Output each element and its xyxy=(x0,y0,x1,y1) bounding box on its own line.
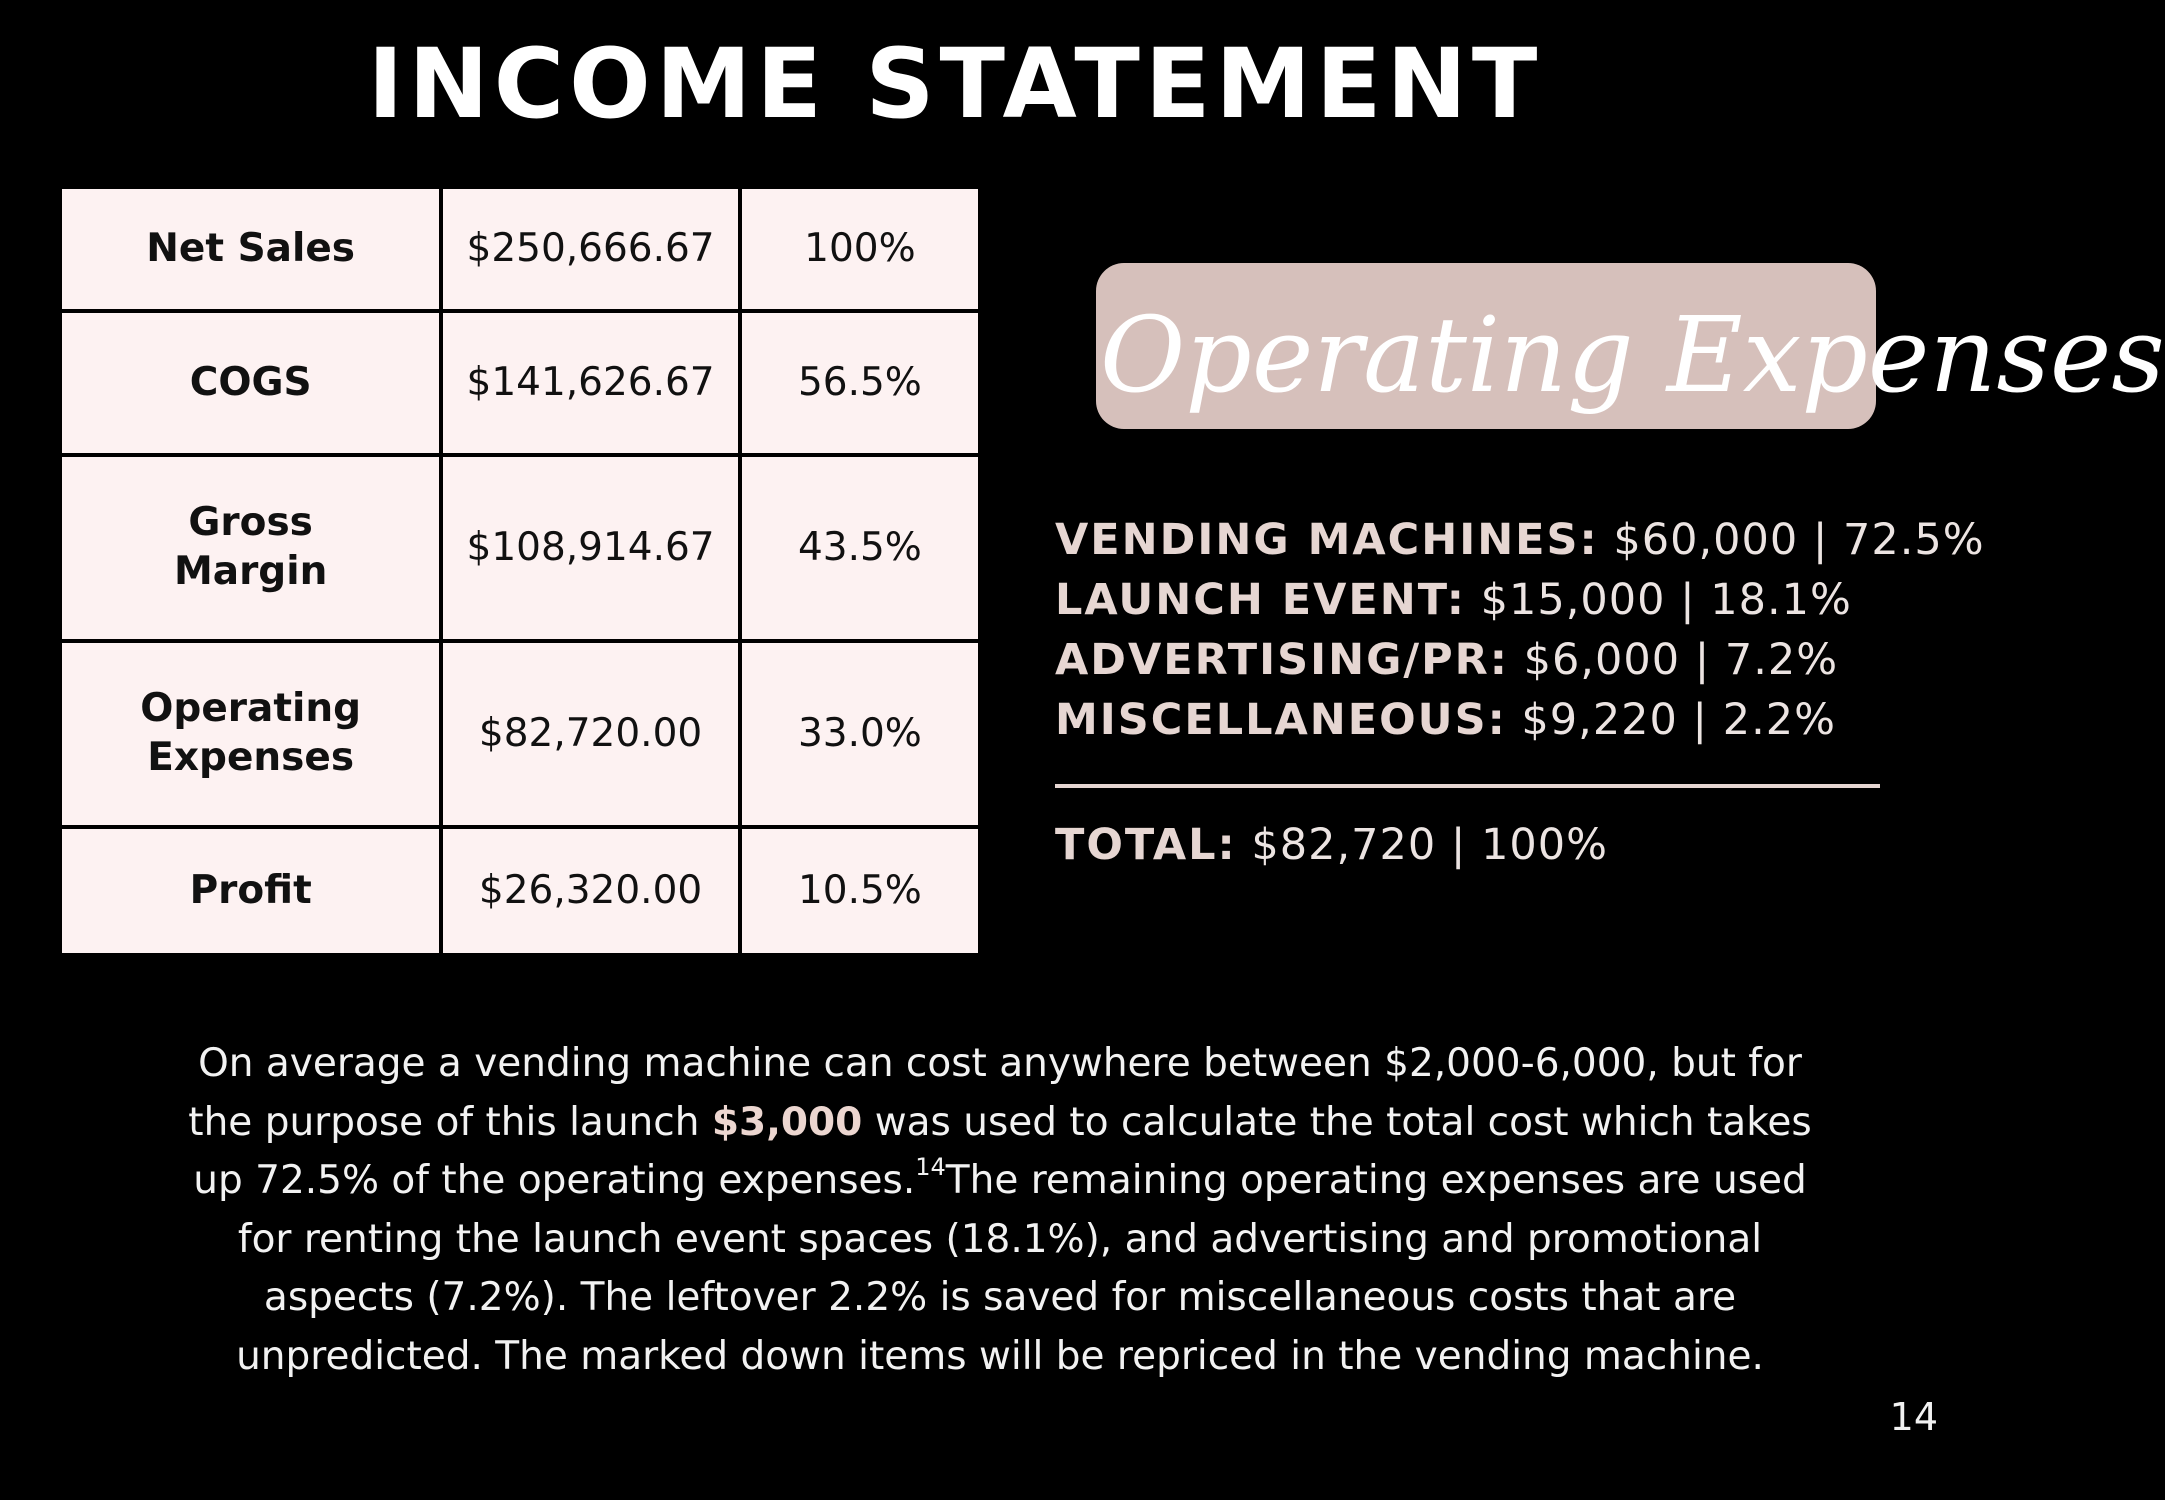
expense-value: $15,000 | 18.1% xyxy=(1465,575,1852,625)
row-label: Profit xyxy=(60,827,441,955)
row-percent: 10.5% xyxy=(740,827,980,955)
total-value: $82,720 | 100% xyxy=(1236,820,1609,870)
list-item xyxy=(1055,510,1985,570)
note-text-2: was used to calculate the total cost which takes up 72.5% of the operating expenses. xyxy=(193,1099,1812,1203)
row-label: COGS xyxy=(60,311,441,455)
table-row xyxy=(60,187,980,311)
operating-expenses-list xyxy=(1055,510,1985,750)
note-text-3: The remaining operating expenses are used for renting the launch event spaces (18.1%), and advertising and promotional aspects (7.2%). The leftover 2.2% is saved for miscellaneous costs that are unpredicted. The marked down items will be repriced in the vending machine. xyxy=(236,1158,1807,1379)
row-percent: 56.5% xyxy=(740,311,980,455)
explanatory-paragraph xyxy=(180,1035,1820,1386)
row-amount: $250,666.67 xyxy=(441,187,740,311)
divider xyxy=(1055,784,1880,788)
operating-expenses-total xyxy=(1055,815,1985,875)
note-highlight: $3,000 xyxy=(711,1099,863,1145)
row-amount: $82,720.00 xyxy=(441,641,740,827)
note-text-1: On average a vending machine can cost anywhere between $2,000-6,000, but for the purpose of this launch xyxy=(188,1041,1802,1145)
table-row xyxy=(60,455,980,641)
row-label: Net Sales xyxy=(60,187,441,311)
expense-label: VENDING MACHINES: xyxy=(1055,515,1599,565)
total-line xyxy=(1055,815,1985,875)
row-amount: $141,626.67 xyxy=(441,311,740,455)
total-label: TOTAL: xyxy=(1055,820,1237,870)
row-percent: 33.0% xyxy=(740,641,980,827)
row-amount: $108,914.67 xyxy=(441,455,740,641)
row-label: Gross Margin xyxy=(60,455,441,641)
footnote-marker: 14 xyxy=(915,1153,946,1181)
income-statement-table xyxy=(58,185,982,957)
page-number: 14 xyxy=(1889,1395,1938,1439)
expense-value: $9,220 | 2.2% xyxy=(1506,695,1836,745)
table-row xyxy=(60,827,980,955)
list-item xyxy=(1055,630,1985,690)
table-row xyxy=(60,311,980,455)
row-amount: $26,320.00 xyxy=(441,827,740,955)
table-row xyxy=(60,641,980,827)
expense-label: MISCELLANEOUS: xyxy=(1055,695,1507,745)
row-percent: 43.5% xyxy=(740,455,980,641)
expense-value: $60,000 | 72.5% xyxy=(1598,515,1985,565)
list-item xyxy=(1055,570,1985,630)
expense-label: ADVERTISING/PR: xyxy=(1055,635,1509,685)
list-item xyxy=(1055,690,1985,750)
row-percent: 100% xyxy=(740,187,980,311)
expense-value: $6,000 | 7.2% xyxy=(1508,635,1839,685)
row-label: Operating Expenses xyxy=(60,641,441,827)
expense-label: LAUNCH EVENT: xyxy=(1055,575,1466,625)
operating-expenses-heading: Operating Expenses xyxy=(1100,294,2165,416)
page-title: INCOME STATEMENT xyxy=(367,28,1543,140)
